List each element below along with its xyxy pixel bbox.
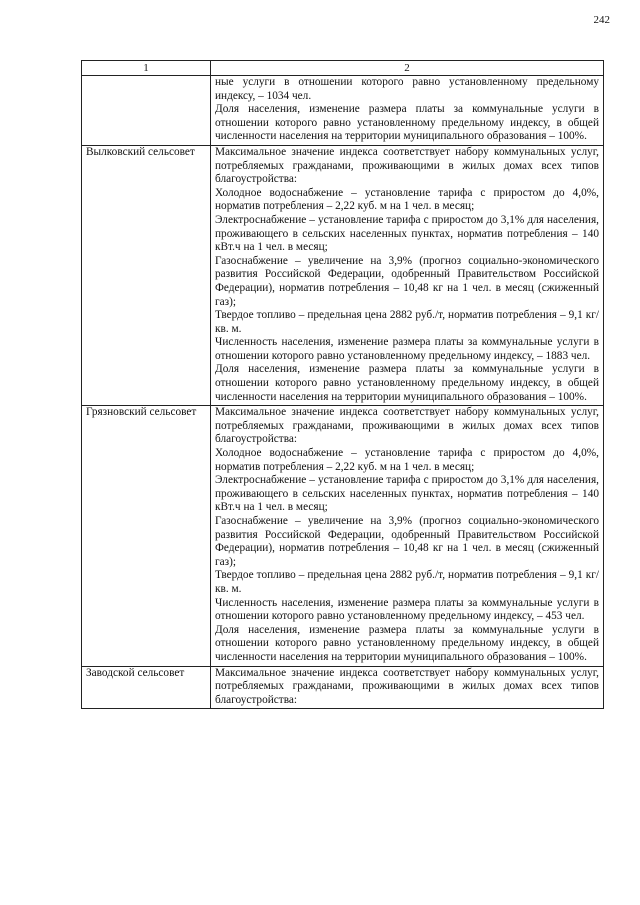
paragraph: Газоснабжение – увеличение на 3,9% (прогноз социально-экономического развития Российской Федерации, одобренный Правительством Российской Федерации), норматив потребления – 10,48 кг на 1 чел. в месяц (сжиженный газ); [215, 254, 599, 308]
indices-table [81, 60, 604, 709]
page-number: 242 [593, 14, 610, 26]
paragraph: ные услуги в отношении которого равно установленному предельному индексу, – 1034 чел. [215, 76, 599, 102]
paragraph: Электроснабжение – установление тарифа с приростом до 3,1% для населения, проживающего в сельских населенных пунктах, норматив потребления – 140 кВт.ч на 1 чел. в месяц; [215, 213, 599, 254]
paragraph: Твердое топливо – предельная цена 2882 руб./т, норматив потребления – 9,1 кг/кв. м. [215, 309, 599, 335]
paragraph: Численность населения, изменение размера платы за коммунальные услуги в отношении которого равно установленному предельному индексу, – 1883 чел. [215, 336, 599, 362]
indices-cell [211, 145, 604, 405]
header-col-2: 2 [211, 61, 604, 76]
paragraph: Максимальное значение индекса соответствует набору коммунальных услуг, потребляемых гражданами, проживающими в жилых домах всех типов благоустройства: [215, 406, 599, 446]
indices-cell [211, 666, 604, 709]
paragraph: Доля населения, изменение размера платы за коммунальные услуги в отношении которого равно установленному предельному индексу, в общей численности населения на территории муниципального образования – 100%. [215, 623, 599, 663]
header-col-1: 1 [82, 61, 211, 76]
municipality-name: Вылковский сельсовет [82, 145, 211, 405]
paragraph: Максимальное значение индекса соответствует набору коммунальных услуг, потребляемых гражданами, проживающими в жилых домах всех типов благоустройства: [215, 666, 599, 706]
table-header-row [82, 61, 604, 76]
paragraph: Твердое топливо – предельная цена 2882 руб./т, норматив потребления – 9,1 кг/кв. м. [215, 569, 599, 595]
paragraph: Доля населения, изменение размера платы за коммунальные услуги в отношении которого равно установленному предельному индексу, в общей численности населения на территории муниципального образования – 100%. [215, 103, 599, 143]
table-row [82, 76, 604, 146]
paragraph: Холодное водоснабжение – установление тарифа с приростом до 4,0%, норматив потребления – 2,22 куб. м на 1 чел. в месяц; [215, 186, 599, 213]
paragraph: Максимальное значение индекса соответствует набору коммунальных услуг, потребляемых гражданами, проживающими в жилых домах всех типов благоустройства: [215, 145, 599, 186]
indices-cell [211, 76, 604, 146]
indices-cell [211, 406, 604, 666]
paragraph: Доля населения, изменение размера платы за коммунальные услуги в отношении которого равно установленному предельному индексу, в общей численности населения на территории муниципального образования – 100%. [215, 363, 599, 403]
paragraph: Численность населения, изменение размера платы за коммунальные услуги в отношении которого равно установленному предельному индексу, – 453 чел. [215, 596, 599, 623]
table-row [82, 145, 604, 405]
paragraph: Газоснабжение – увеличение на 3,9% (прогноз социально-экономического развития Российской Федерации, одобренный Правительством Российской Федерации), норматив потребления – 10,48 кг на 1 чел. в месяц (сжиженный газ); [215, 515, 599, 568]
municipality-name: Заводской сельсовет [82, 666, 211, 709]
municipality-name: Грязновский сельсовет [82, 406, 211, 666]
paragraph: Холодное водоснабжение – установление тарифа с приростом до 4,0%, норматив потребления – 2,22 куб. м на 1 чел. в месяц; [215, 447, 599, 473]
table-row [82, 666, 604, 709]
municipality-name [82, 76, 211, 146]
table-row [82, 406, 604, 666]
paragraph: Электроснабжение – установление тарифа с приростом до 3,1% для населения, проживающего в сельских населенных пунктах, норматив потребления – 140 кВт.ч на 1 чел. в месяц; [215, 474, 599, 514]
